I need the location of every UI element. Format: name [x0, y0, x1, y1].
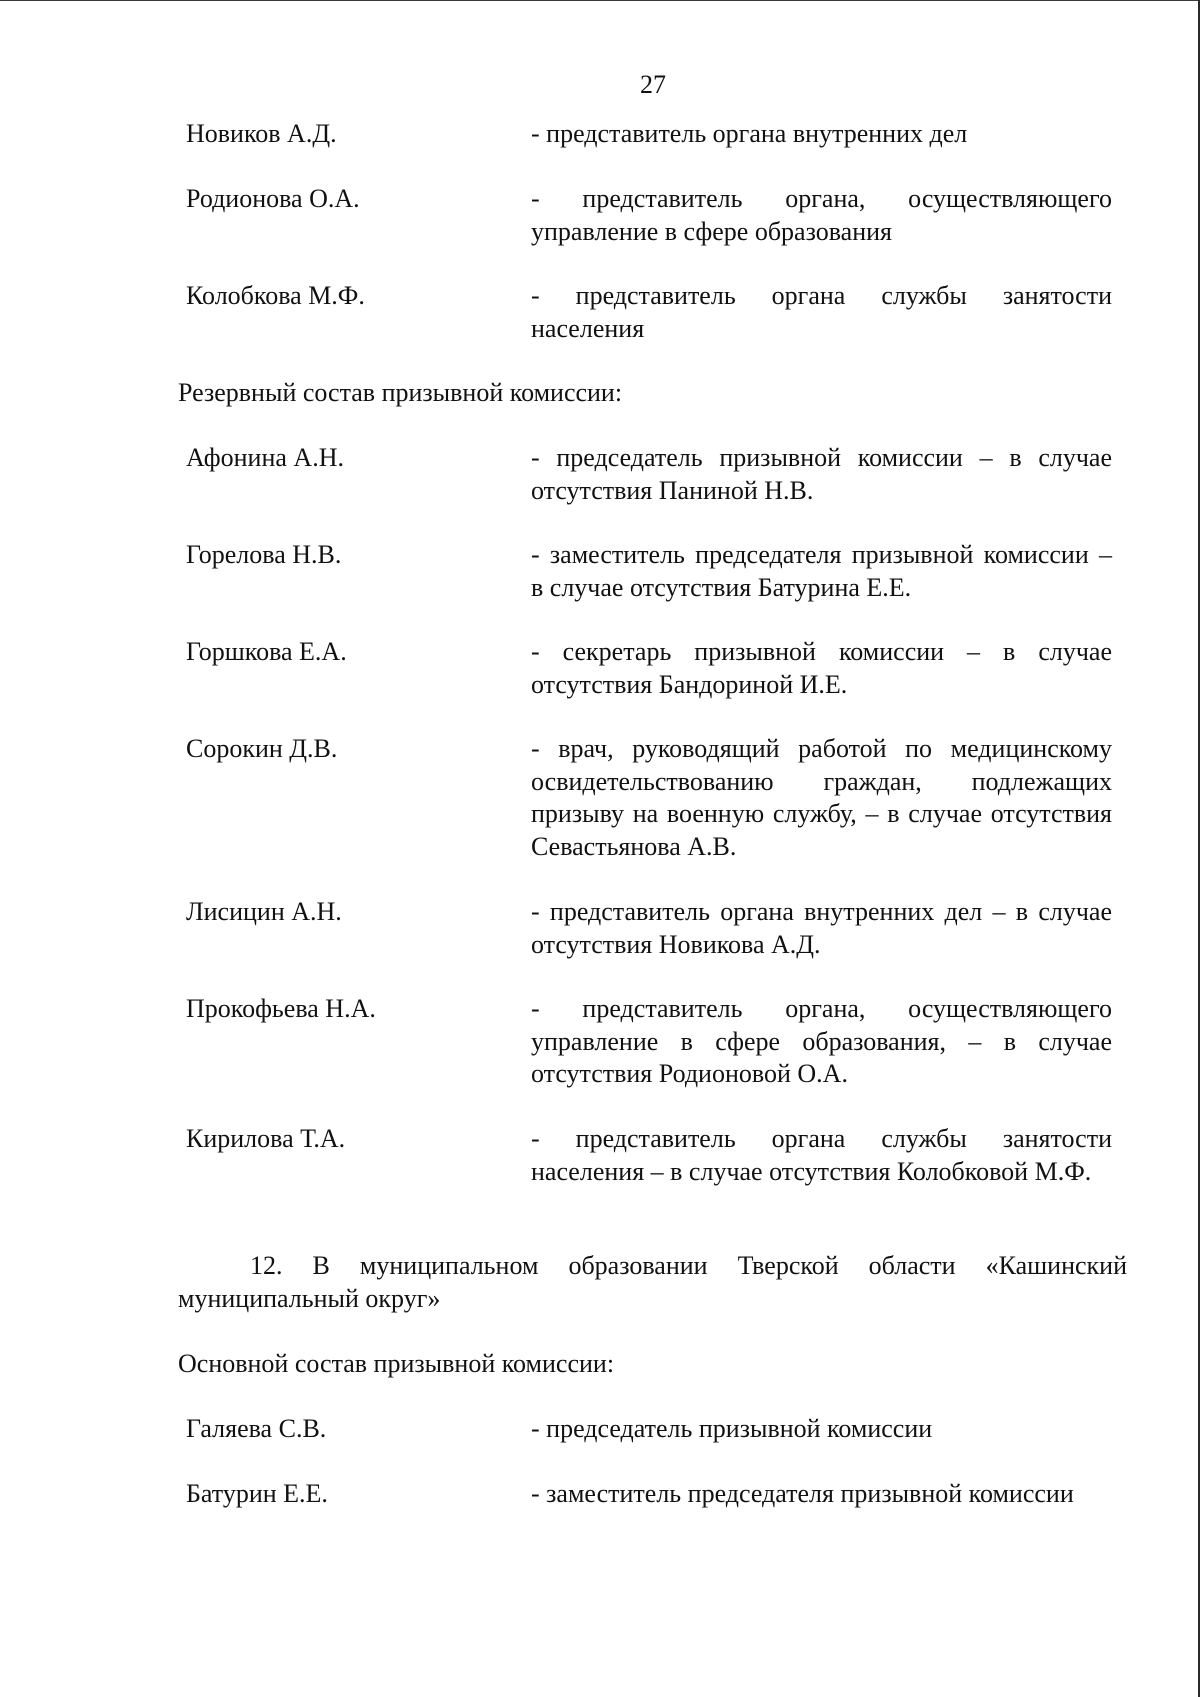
member-name: Сорокин Д.В.	[186, 734, 338, 763]
member-name: Новиков А.Д.	[186, 119, 337, 148]
member-role: - секретарь призывной комиссии – в случае отсутствия Бандориной И.Е.	[531, 637, 1112, 699]
reserve-heading: Резервный состав призывной комиссии:	[178, 378, 623, 407]
member-role: - представитель органа, осуществляющего управление в сфере образования	[531, 184, 1112, 246]
member-name: Афонина А.Н.	[186, 443, 344, 472]
member-name: Батурин Е.Е.	[186, 1479, 328, 1508]
member-role: - заместитель председателя призывной комиссии – в случае отсутствия Батурина Е.Е.	[531, 540, 1112, 602]
member-name: Галяева С.В.	[186, 1414, 327, 1443]
member-name: Родионова О.А.	[186, 184, 360, 213]
member-name: Горшкова Е.А.	[186, 637, 347, 666]
member-name: Лисицин А.Н.	[186, 897, 342, 926]
member-name: Колобкова М.Ф.	[186, 281, 365, 310]
member-role: - представитель органа, осуществляющего управление в сфере образования, – в случае отсутствия Родионовой О.А.	[531, 994, 1112, 1088]
member-role: - представитель органа внутренних дел – в случае отсутствия Новикова А.Д.	[531, 897, 1112, 959]
main-heading: Основной состав призывной комиссии:	[178, 1349, 615, 1378]
member-name: Кирилова Т.А.	[186, 1124, 346, 1153]
member-role: - представитель органа внутренних дел	[531, 119, 968, 148]
scan-edge-top	[0, 0, 1200, 1]
section-paragraph: 12. В муниципальном образовании Тверской области «Кашинский муниципальный округ»	[178, 1251, 1127, 1313]
member-name: Прокофьева Н.А.	[186, 994, 376, 1023]
member-role: - врач, руководящий работой по медицинскому освидетельствованию граждан, подлежащих призыву на военную службу, – в случае отсутствия Севастьянова А.В.	[531, 734, 1112, 861]
page-number: 27	[640, 70, 666, 99]
member-name: Горелова Н.В.	[186, 540, 342, 569]
member-role: - представитель органа службы занятости населения	[531, 281, 1112, 343]
member-role: - председатель призывной комиссии	[531, 1414, 933, 1443]
member-role: - представитель органа службы занятости населения – в случае отсутствия Колобковой М.Ф.	[531, 1124, 1112, 1186]
member-role: - заместитель председателя призывной комиссии	[531, 1479, 1074, 1508]
member-role: - председатель призывной комиссии – в случае отсутствия Паниной Н.В.	[531, 443, 1112, 505]
